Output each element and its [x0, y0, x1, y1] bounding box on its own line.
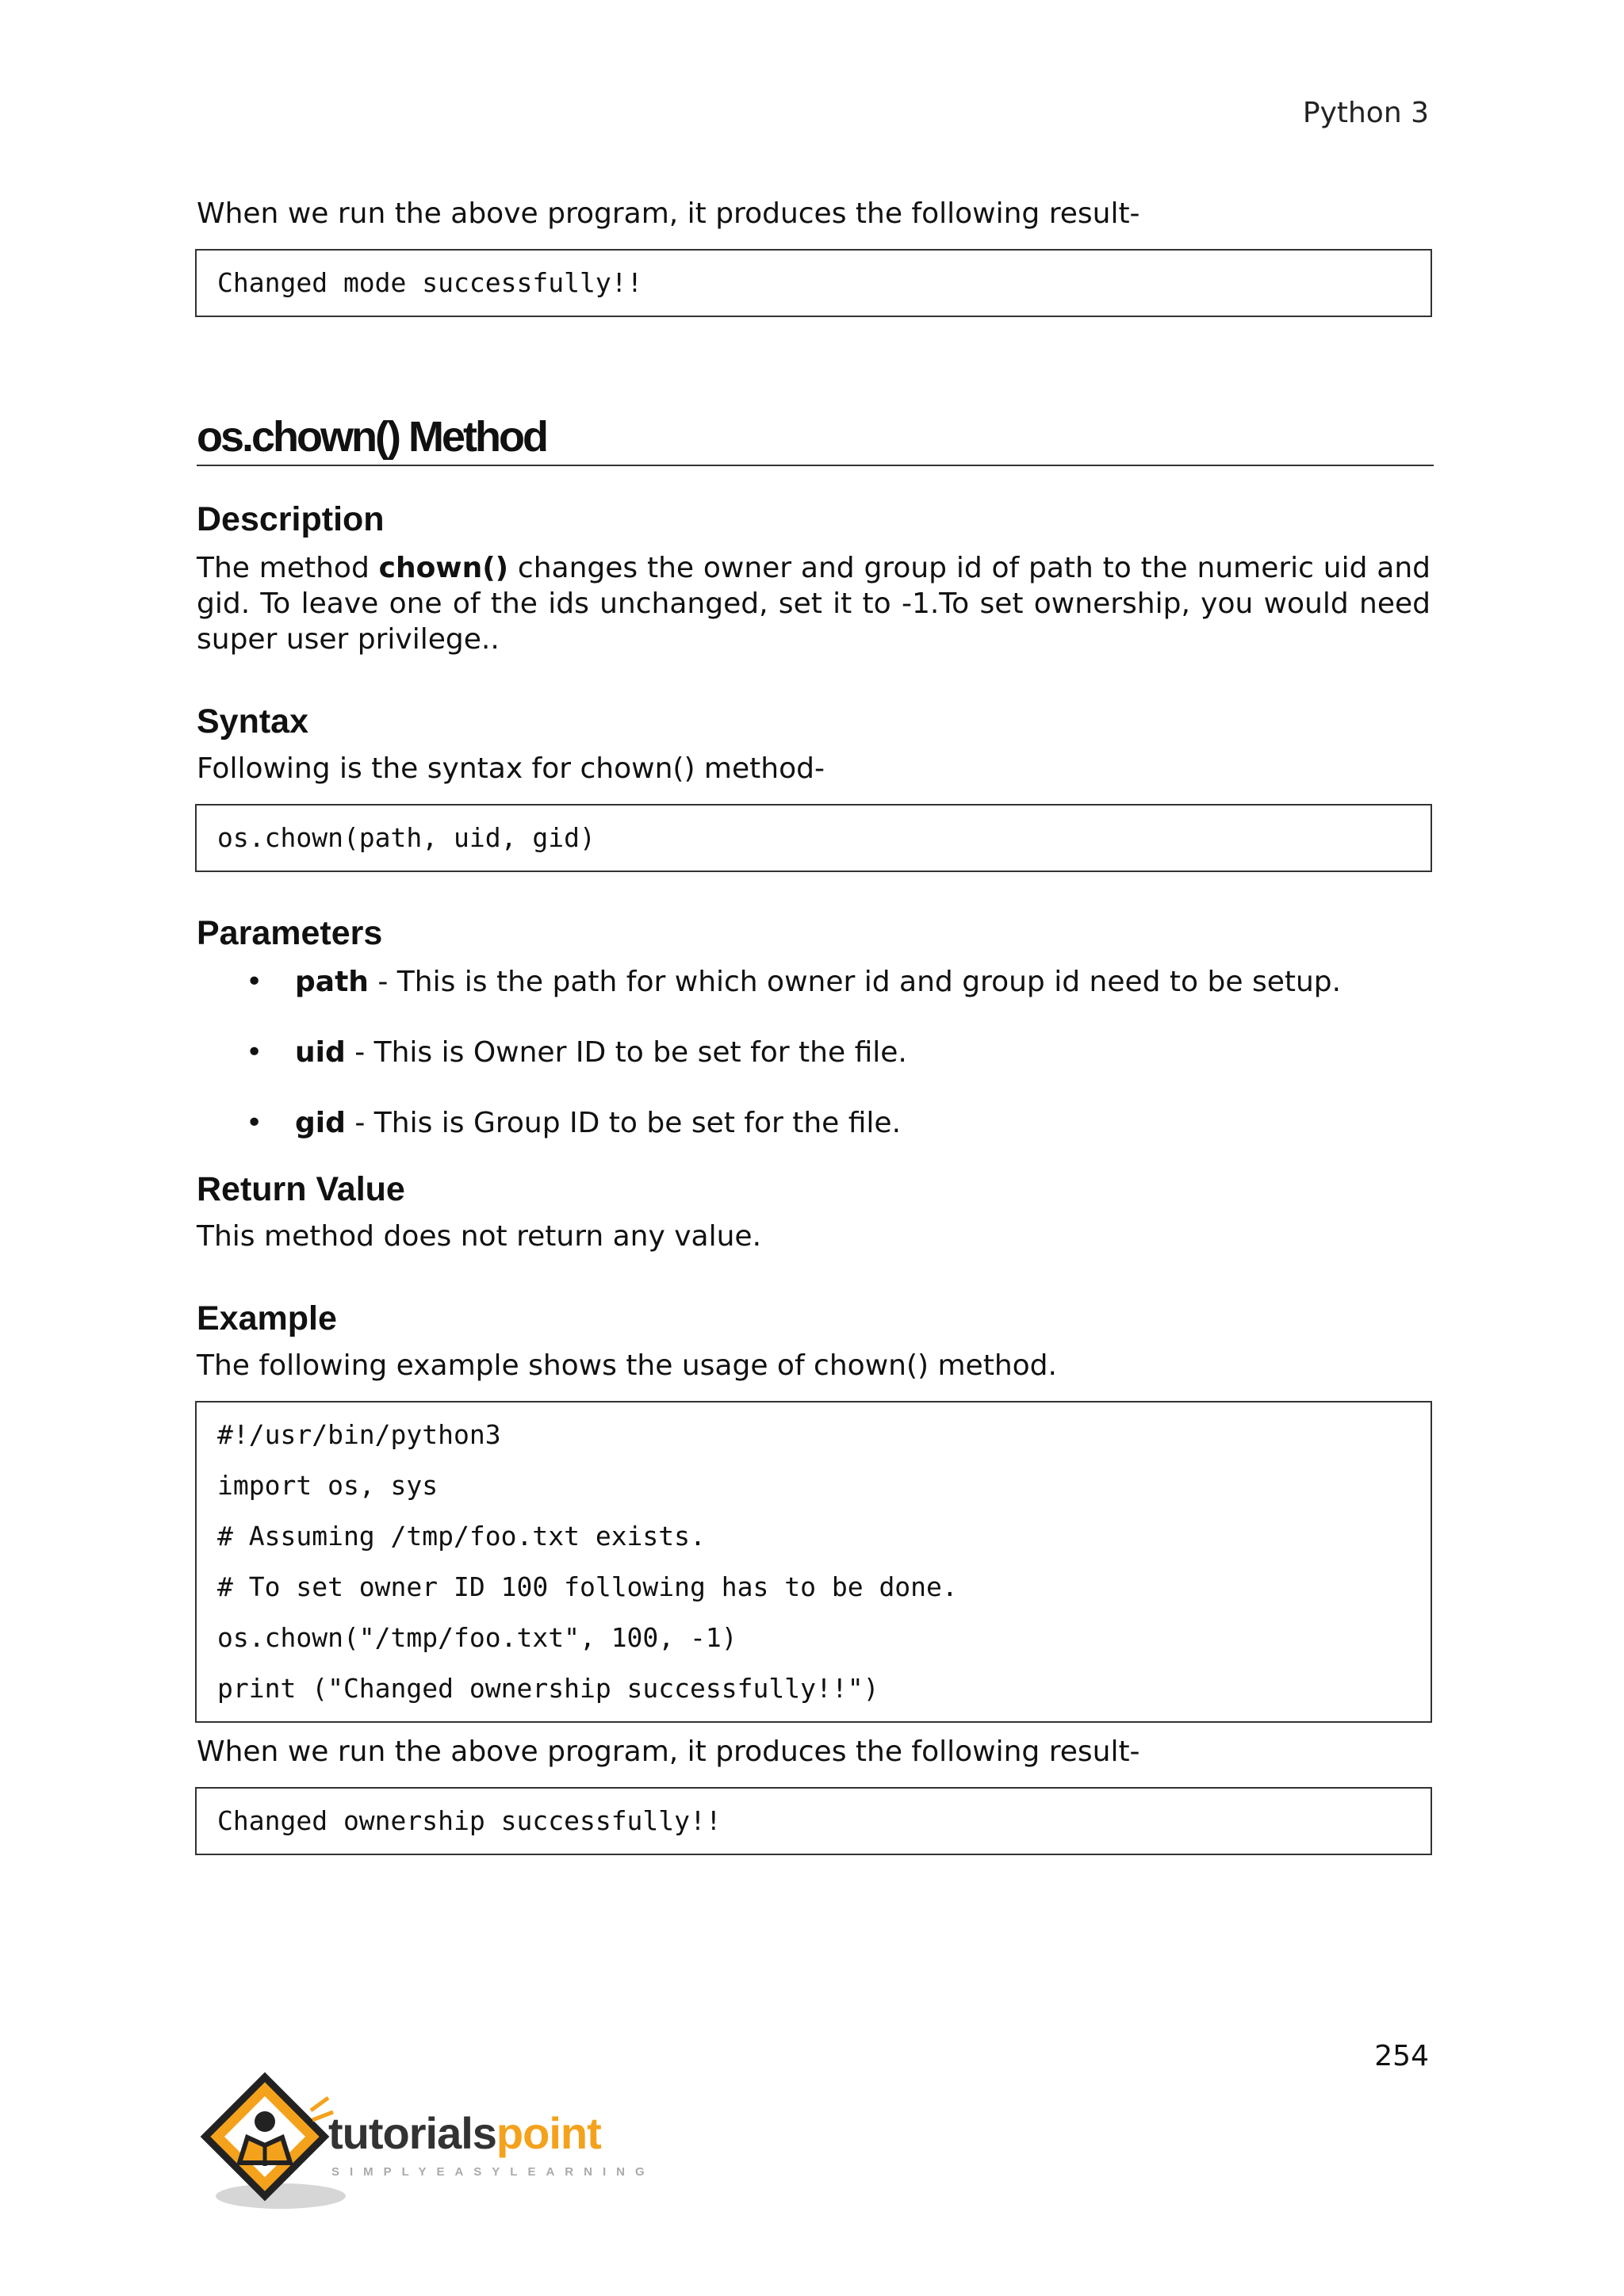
return-value-heading: Return Value [197, 1170, 405, 1208]
parameters-heading: Parameters [197, 914, 383, 952]
param-desc: - This is the path for which owner id and group id need to be setup. [368, 966, 1342, 998]
parameters-list [197, 964, 1431, 1176]
svg-text:SIMPLYEASYLEARNING: SIMPLYEASYLEARNING [331, 2165, 655, 2179]
syntax-code-block [195, 804, 1432, 872]
output-block [195, 249, 1432, 317]
code-line: os.chown("/tmp/foo.txt", 100, -1) [217, 1622, 737, 1653]
bullet-icon: • [246, 966, 263, 998]
syntax-code-line: os.chown(path, uid, gid) [217, 822, 596, 853]
example-output-line: Changed ownership successfully!! [217, 1805, 722, 1836]
param-desc: - This is Owner ID to be set for the file. [345, 1036, 907, 1069]
example-heading: Example [197, 1299, 337, 1337]
example-text: The following example shows the usage of chown() method. [197, 1349, 1057, 1382]
page-content [197, 190, 1431, 1855]
code-line: import os, sys [217, 1470, 439, 1501]
code-line: print ("Changed ownership successfully!!") [217, 1673, 879, 1704]
code-line: #!/usr/bin/python3 [217, 1419, 501, 1450]
code-line: # Assuming /tmp/foo.txt exists. [217, 1521, 706, 1552]
list-item [197, 1035, 1431, 1105]
list-item [197, 1105, 1431, 1176]
param-name: path [295, 966, 369, 998]
description-text-start: The method [197, 552, 379, 584]
syntax-heading: Syntax [197, 702, 309, 740]
description-heading: Description [197, 500, 385, 538]
example-result-text: When we run the above program, it produces the following result- [197, 1735, 1140, 1768]
syntax-text: Following is the syntax for chown() method- [197, 752, 825, 785]
example-code-block [195, 1401, 1432, 1723]
running-header: Python 3 [1302, 97, 1429, 129]
svg-text:tutorialspoint: tutorialspoint [328, 2108, 601, 2158]
bullet-icon: • [246, 1107, 263, 1139]
code-line: # To set owner ID 100 following has to be done. [217, 1571, 958, 1602]
tutorialspoint-logo [193, 2069, 669, 2212]
param-name: gid [295, 1107, 346, 1139]
result-intro-text: When we run the above program, it produces the following result- [197, 197, 1140, 230]
bullet-icon: • [246, 1036, 263, 1069]
description-text-end: changes the owner and group id of path to the numeric uid and gid. To leave one of the ids unchanged, set it to -1.To set ownership, you would need super user privilege.. [197, 552, 1431, 656]
logo-graphic [193, 2069, 669, 2212]
method-name: chown() [378, 552, 509, 584]
example-output-block [195, 1787, 1432, 1855]
param-name: uid [295, 1036, 346, 1069]
return-value-text: This method does not return any value. [197, 1220, 762, 1253]
param-desc: - This is Group ID to be set for the file. [345, 1107, 902, 1139]
page-number: 254 [1374, 2040, 1429, 2072]
section-title: os.chown() Method [197, 412, 1434, 466]
description-text [197, 550, 1431, 657]
list-item [197, 964, 1431, 1035]
output-line: Changed mode successfully!! [217, 267, 643, 298]
